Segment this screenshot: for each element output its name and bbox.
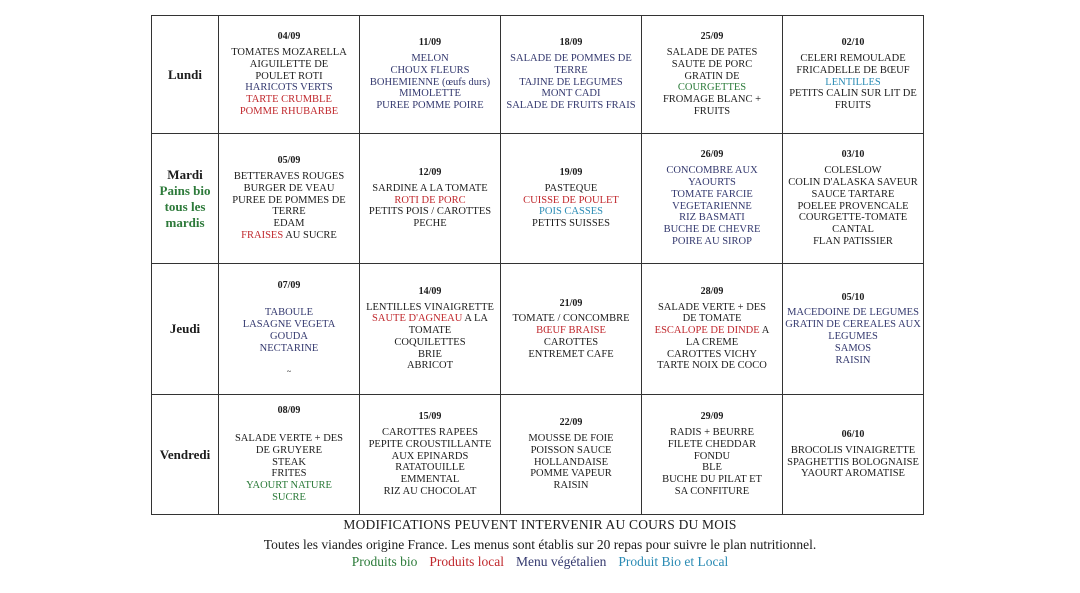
menu-date: 28/09: [700, 285, 724, 297]
menu-item: SALADE DE FRUITS FRAIS: [506, 100, 636, 112]
menu-cell: [501, 134, 642, 264]
menu-item: HOLLANDAISE: [533, 456, 609, 468]
menu-item: TOMATES MOZARELLA: [231, 47, 347, 58]
menu-item: LENTILLES VINAIGRETTE: [366, 301, 494, 313]
menu-item: [221, 421, 357, 433]
legend-item: Menu végétalien: [516, 554, 607, 569]
menu-item: PEPITE CROUSTILLANTE: [368, 438, 492, 450]
menu-body: [152, 16, 924, 515]
menu-cell: [642, 16, 783, 134]
menu-item: TOMATE FARCIE: [671, 188, 753, 200]
menu-date: 02/10: [841, 37, 865, 49]
meat-origin-note: Toutes les viandes origine France. Les menus sont établis sur 20 repas pour suivre le plan nutritionnel.: [263, 537, 817, 552]
menu-item: AIGUILETTE DE: [249, 58, 329, 70]
menu-item: FRUITS: [693, 105, 731, 117]
menu-item: SA CONFITURE: [674, 485, 750, 497]
menu-item: POMME RHUBARBE: [239, 105, 339, 117]
menu-row: [152, 264, 924, 395]
menu-item: DE GRUYERE: [255, 444, 323, 456]
menu-item: PASTEQUE: [544, 182, 598, 194]
menu-date: 07/09: [277, 279, 301, 291]
menu-row: [152, 134, 924, 264]
menu-cell: [360, 264, 501, 395]
menu-item: [221, 230, 357, 242]
menu-item: PETITS SUISSES: [532, 218, 610, 230]
menu-item: NECTARINE: [259, 342, 319, 354]
menu-item: FILETE CHEDDAR: [667, 438, 757, 450]
modifications-notice: MODIFICATIONS PEUVENT INTERVENIR AU COURS DU MOIS: [343, 517, 737, 532]
day-label: [152, 264, 219, 395]
menu-date: 18/09: [559, 37, 583, 49]
menu-item: BLE: [702, 462, 722, 474]
menu-item: CONCOMBRE AUX: [666, 165, 758, 177]
day-label: [152, 16, 219, 134]
menu-item: SALADE VERTE + DES: [657, 301, 767, 313]
menu-cell: [360, 134, 501, 264]
menu-item: GRATIN DE CEREALES AUX: [785, 319, 921, 331]
menu-item: MELON: [411, 52, 449, 64]
menu-item: GOUDA: [270, 331, 308, 342]
menu-date: 26/09: [700, 149, 724, 161]
menu-item: COLESLOW: [824, 165, 882, 177]
menu-item: CELERI REMOULADE: [800, 52, 906, 64]
menu-item: SALADE DE PATES: [666, 47, 758, 58]
menu-cell: [219, 16, 360, 134]
menu-item: [221, 296, 357, 308]
menu-item: GRATIN DE: [684, 70, 740, 82]
menu-item: STEAK: [272, 456, 306, 468]
menu-row: [152, 395, 924, 515]
menu-date: 11/09: [418, 37, 442, 49]
menu-item: TOMATE / CONCOMBRE: [512, 313, 630, 325]
menu-item: SALADE VERTE + DES: [234, 432, 344, 444]
menu-cell: [783, 264, 924, 395]
menu-item-rest: A: [759, 325, 770, 337]
menu-item: POULET ROTI: [255, 70, 323, 82]
menu-date: 04/09: [277, 31, 301, 43]
menu-item: MOUSSE DE FOIE: [528, 432, 614, 444]
menu-item: CAROTTES VICHY: [667, 348, 757, 360]
menu-item: FLAN PATISSIER: [813, 235, 893, 247]
menu-date: 03/10: [841, 149, 865, 161]
menu-date: 12/09: [418, 167, 442, 178]
menu-row: [152, 16, 924, 134]
menu-item: VEGETARIENNE: [672, 200, 752, 212]
menu-item: POIRE AU SIROP: [672, 235, 752, 247]
menu-item: FRITES: [271, 468, 307, 480]
menu-date: 22/09: [559, 417, 583, 429]
menu-date: 05/10: [841, 291, 865, 303]
day-label: [152, 134, 219, 264]
menu-item: BETTERAVES ROUGES: [233, 171, 345, 182]
menu-item: BRIE: [418, 348, 442, 360]
menu-item: CUISSE DE POULET: [523, 194, 619, 206]
menu-item: YAOURT NATURE: [246, 480, 332, 492]
menu-item: LENTILLES: [825, 76, 881, 88]
menu-cell: [219, 395, 360, 515]
menu-item: POELEE PROVENCALE: [797, 200, 909, 212]
menu-item: MACEDOINE DE LEGUMES: [787, 307, 919, 319]
legend-item: Produit Bio et Local: [618, 554, 729, 569]
menu-item: TOMATE: [408, 325, 452, 337]
menu-item: CHOUX FLEURS: [390, 64, 470, 76]
menu-item: FRUITS: [834, 100, 872, 112]
menu-item: FROMAGE BLANC +: [662, 94, 762, 106]
menu-item: PECHE: [413, 218, 447, 230]
menu-item: TARTE CRUMBLE: [246, 94, 332, 106]
day-name: Mardi: [167, 166, 203, 182]
menu-item: MIMOLETTE: [399, 88, 461, 100]
menu-cell: [642, 264, 783, 395]
menu-item: DE TOMATE: [682, 313, 742, 325]
menu-item: RIZ BASMATI: [679, 212, 745, 224]
menu-date: 19/09: [559, 167, 583, 178]
menu-item: TABOULE: [264, 307, 314, 319]
menu-item: PUREE DE POMMES DE: [232, 194, 346, 206]
menu-item: RATATOUILLE: [395, 462, 465, 474]
weekly-menu-table: [151, 15, 924, 515]
menu-cell: [642, 395, 783, 515]
day-bio-bread-note: tous les: [164, 198, 206, 214]
menu-cell: [219, 264, 360, 395]
menu-item: BURGER DE VEAU: [243, 182, 335, 194]
menu-item: COURGETTE-TOMATE: [798, 212, 908, 224]
menu-item: AUX EPINARDS: [391, 450, 469, 462]
menu-item: SARDINE A LA TOMATE: [372, 182, 488, 194]
menu-item: BOHEMIENNE (œufs durs): [369, 76, 491, 88]
menu-item: FRICADELLE DE BŒUF: [796, 64, 910, 76]
day-name: Lundi: [168, 66, 202, 82]
menu-item: POIS CASSES: [539, 206, 603, 218]
menu-cell: [360, 16, 501, 134]
menu-date: 29/09: [700, 411, 724, 423]
menu-item: POISSON SAUCE: [530, 444, 612, 456]
menu-item: POMME VAPEUR: [530, 468, 612, 480]
menu-item: TERRE: [272, 206, 306, 218]
menu-item: FONDU: [693, 450, 731, 462]
menu-item: YAOURT AROMATISE: [801, 468, 905, 480]
day-bio-bread-note: Pains bio: [159, 182, 211, 198]
menu-date: 06/10: [841, 428, 865, 440]
day-label: [152, 395, 219, 515]
menu-item: RIZ AU CHOCOLAT: [383, 485, 477, 497]
local-product-text: SAUTE D'AGNEAU: [372, 313, 463, 325]
menu-item: EDAM: [273, 218, 305, 230]
cropped-header-fragment: [460, 0, 620, 2]
local-product-text: FRAISES: [241, 229, 284, 241]
menu-date: 05/09: [277, 155, 301, 167]
menu-item: EMMENTAL: [400, 474, 460, 486]
menu-item: RAISIN: [553, 480, 589, 492]
menu-item: SAUTE DE PORC: [671, 58, 753, 70]
menu-date: 14/09: [418, 285, 442, 297]
menu-item: SAUCE TARTARE: [811, 188, 895, 200]
menu-cell: [501, 16, 642, 134]
menu-item: TAJINE DE LEGUMES: [519, 76, 623, 88]
menu-item: PETITS POIS / CAROTTES: [368, 206, 492, 218]
local-product-text: ESCALOPE DE DINDE: [654, 325, 760, 337]
menu-cell: [642, 134, 783, 264]
menu-item: RADIS + BEURRE: [669, 427, 755, 438]
menu-item: COURGETTES: [677, 82, 747, 94]
menu-item: BUCHE DE CHEVRE: [663, 224, 761, 236]
menu-item-rest: A LA: [462, 313, 488, 325]
menu-item: MONT CADI: [541, 88, 601, 100]
menu-cell: [783, 16, 924, 134]
menu-cell: [360, 395, 501, 515]
legend-item: Produits local: [429, 554, 505, 569]
menu-date: 21/09: [559, 297, 583, 309]
menu-item: BŒUF BRAISE: [536, 325, 606, 337]
day-name: Vendredi: [159, 446, 211, 462]
menu-item: CAROTTES RAPEES: [382, 427, 478, 438]
day-bio-bread-note: mardis: [165, 214, 205, 230]
menu-item: PETITS CALIN SUR LIT DE: [789, 88, 917, 100]
menu-item-rest: AU SUCRE: [283, 229, 337, 241]
menu-item: ABRICOT: [406, 360, 454, 372]
menu-cell: [219, 134, 360, 264]
menu-item: SAMOS: [834, 342, 872, 354]
menu-item: LA CREME: [685, 336, 739, 348]
menu-item: ~: [286, 367, 292, 377]
menu-item: SUCRE: [272, 491, 306, 503]
menu-item: [362, 313, 498, 325]
menu-item: LEGUMES: [828, 331, 878, 342]
menu-item: SALADE DE POMMES DE: [510, 52, 632, 64]
menu-item: PUREE POMME POIRE: [376, 100, 484, 112]
menu-cell: [783, 395, 924, 515]
menu-date: 08/09: [277, 405, 301, 417]
menu-cell: [501, 395, 642, 515]
menu-item: BROCOLIS VINAIGRETTE: [790, 444, 916, 456]
menu-item: HARICOTS VERTS: [245, 82, 333, 94]
menu-item: COLIN D'ALASKA SAVEUR: [788, 176, 918, 188]
menu-item: COQUILETTES: [394, 336, 466, 348]
color-legend: [0, 554, 1080, 570]
menu-item: SPAGHETTIS BOLOGNAISE: [787, 456, 919, 468]
menu-item: YAOURTS: [688, 176, 736, 188]
menu-item: [221, 355, 357, 367]
menu-item: ROTI DE PORC: [394, 194, 466, 206]
menu-item: TERRE: [554, 64, 588, 76]
menu-item: RAISIN: [835, 354, 871, 366]
menu-item: TARTE NOIX DE COCO: [657, 360, 767, 372]
menu-item: BUCHE DU PILAT ET: [662, 474, 762, 486]
menu-item: ENTREMET CAFE: [528, 348, 614, 360]
menu-date: 25/09: [700, 31, 724, 43]
menu-cell: [783, 134, 924, 264]
day-name: Jeudi: [169, 321, 201, 336]
menu-item: LASAGNE VEGETA: [242, 319, 336, 331]
menu-item: CAROTTES: [543, 336, 599, 348]
menu-cell: [501, 264, 642, 395]
menu-date: 15/09: [418, 411, 442, 423]
menu-item: [644, 325, 780, 337]
menu-item: CANTAL: [832, 224, 874, 236]
legend-item: Produits bio: [351, 554, 418, 569]
